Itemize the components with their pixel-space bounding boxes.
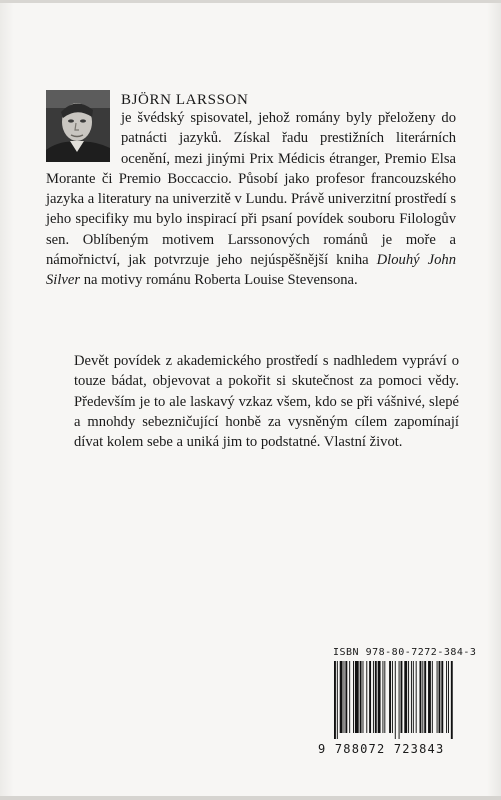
barcode-bar: [373, 661, 374, 733]
bio-text-1: je švédský spisovatel, jehož romány byly přeloženy do patnácti jazyků. Získal řadu prestižních literárních ocenění, mezi jinými Prix Médicis étranger, Premio Elsa Morante či Premio Boccaccio. Působí jako profesor francouzského jazyka a literatury na univerzitě v Lundu. Právě univerzitní prostředí s jeho specifiky mu bylo inspirací při psaní povídek souboru Filologův sen. Oblíbeným motivem Larssonových románů je moře a námořnictví, jak potvrzuje jeho nejúspěšnější kniha: [46, 110, 456, 269]
barcode-bar: [369, 661, 371, 733]
photo-spacer: [46, 108, 121, 168]
barcode-bar: [378, 661, 381, 733]
barcode-bar: [395, 661, 396, 739]
barcode: [330, 661, 454, 739]
barcode-bar: [334, 661, 336, 739]
barcode-bar: [439, 661, 441, 733]
barcode-bar: [404, 661, 407, 733]
author-bio: [46, 108, 456, 291]
barcode-bar: [344, 661, 345, 733]
isbn-label: ISBN 978-80-7272-384-3: [333, 647, 477, 658]
barcode-bar: [366, 661, 367, 733]
barcode-bar: [413, 661, 414, 733]
barcode-bar: [375, 661, 377, 733]
barcode-digits: 9 788072 723843: [318, 742, 445, 756]
barcode-bar: [408, 661, 409, 733]
barcode-bar: [345, 661, 347, 733]
barcode-bar: [382, 661, 383, 733]
barcode-bar: [451, 661, 453, 739]
barcode-bar: [363, 661, 364, 733]
barcode-bar: [384, 661, 385, 733]
cover-edge-bottom: [0, 796, 501, 800]
barcode-bar: [411, 661, 412, 733]
barcode-bar: [432, 661, 433, 733]
cover-edge-top: [0, 0, 501, 3]
barcode-bar: [446, 661, 447, 733]
barcode-bar: [389, 661, 391, 733]
blurb-paragraph: Devět povídek z akademického prostředí s nadhledem vypráví o touze bádat, objevovat a pokořit si skutečnost za pomoci vědy. Především je to ale laskavý vzkaz všem, kdo se při vášnivé, slepé a mnohdy sebezničující honbě za vysněným cílem zapomínají dívat kolem sebe a uniká jim to podstatné. Vlastní život.: [74, 353, 459, 451]
bio-text-2: na motivy románu Roberta Louise Stevensona.: [80, 272, 358, 289]
barcode-bar: [441, 661, 443, 733]
barcode-bar: [428, 661, 431, 733]
barcode-bar: [401, 661, 403, 733]
barcode-bar: [355, 661, 359, 733]
barcode-bar: [437, 661, 438, 733]
barcode-bar: [399, 661, 400, 739]
author-name: BJÖRN LARSSON: [121, 92, 249, 108]
barcode-bar: [424, 661, 426, 733]
barcode-icon: [330, 661, 454, 739]
bio-book-title: Dlouhý John Silver: [46, 252, 456, 289]
barcode-bar: [448, 661, 449, 733]
barcode-bar: [420, 661, 422, 733]
barcode-bar: [353, 661, 354, 733]
barcode-bar: [416, 661, 417, 733]
barcode-bar: [340, 661, 343, 733]
barcode-bar: [337, 661, 338, 739]
barcode-bar: [392, 661, 393, 733]
barcode-bar: [349, 661, 350, 733]
barcode-bar: [422, 661, 423, 733]
barcode-bar: [360, 661, 362, 733]
book-blurb: [74, 351, 459, 452]
